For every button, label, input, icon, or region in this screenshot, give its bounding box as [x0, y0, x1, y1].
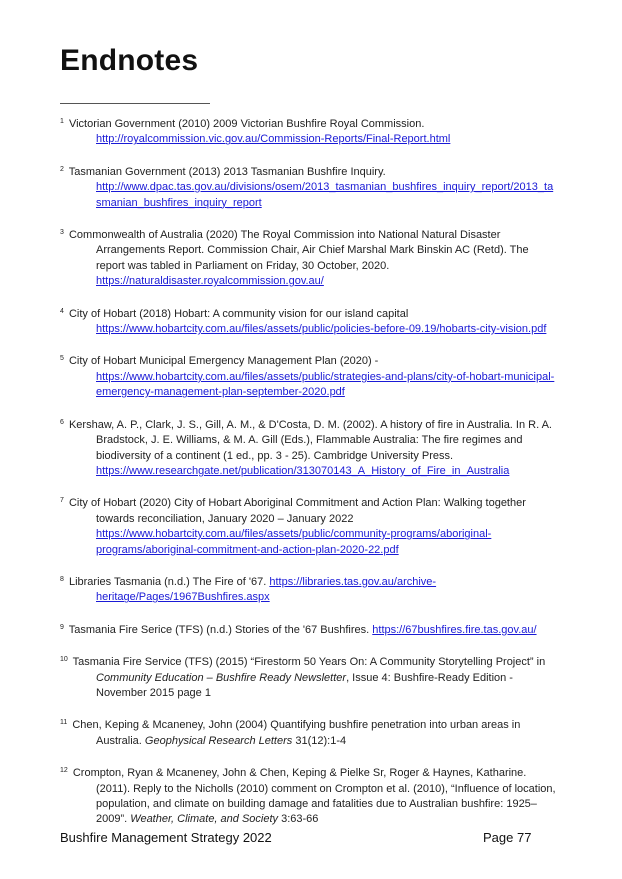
note-text-continued: , Issue 4: Bushfire-Ready Edition -	[346, 671, 513, 684]
note-link[interactable]: https://naturaldisaster.royalcommission.gov.au/	[96, 275, 324, 288]
note-text: Victorian Government (2010) 2009 Victorian Bushfire Royal Commission.	[68, 118, 425, 130]
endnote-4	[60, 304, 585, 338]
note-link[interactable]: https://libraries.tas.gov.au/archive-	[269, 575, 437, 588]
note-text: City of Hobart Municipal Emergency Management Plan (2020) -	[68, 355, 379, 368]
note-text-continued: 31(12):1-4	[295, 734, 347, 747]
note-text-continued: Bradstock, J. E. Williams, & M. A. Gill (Eds.), Flammable Australia: The fire regimes and	[96, 434, 523, 447]
endnote-separator	[60, 103, 210, 104]
note-text-continued: biodiversity of a continent (1 ed., pp. 3 - 25). Cambridge University Press.	[96, 449, 454, 462]
note-link-continued[interactable]: smanian_bushfires_inquiry_report	[96, 196, 262, 209]
note-link-continued[interactable]: emergency-management-plan-september-2020.pdf	[96, 386, 345, 399]
note-number: 10	[60, 656, 68, 664]
note-text: Commonwealth of Australia (2020) The Royal Commission into National Natural Disaster	[68, 229, 501, 242]
endnote-3	[60, 225, 585, 290]
note-text: Tasmania Fire Service (TFS) (2015) “Firestorm 50 Years On: A Community Storytelling Project” in	[72, 656, 546, 669]
note-number: 8	[60, 575, 64, 583]
note-text-continued: population, and climate on building damage and fatalities due to Australian bushfire: 1925–	[96, 798, 537, 810]
note-number: 4	[60, 307, 64, 315]
note-number: 3	[60, 229, 64, 237]
note-link[interactable]: http://royalcommission.vic.gov.au/Commission-Reports/Final-Report.html	[96, 133, 451, 146]
endnote-9	[60, 620, 585, 638]
note-text: Libraries Tasmania (n.d.) The Fire of '67.	[68, 575, 267, 588]
note-text-continued: (2011). Reply to the Nicholls (2010) comment on Crompton et al. (2010), “Influence of location,	[96, 782, 556, 795]
footer-page-number: Page 77	[483, 830, 532, 845]
endnote-5	[60, 351, 585, 400]
note-link-continued[interactable]: programs/aboriginal-commitment-and-action-plan-2020-22.pdf	[96, 543, 399, 556]
note-link-continued[interactable]: heritage/Pages/1967Bushfires.aspx	[96, 591, 270, 604]
note-link[interactable]: http://www.dpac.tas.gov.au/divisions/osem/2013_tasmanian_bushfires_inquiry_report/2013_ta	[96, 181, 554, 194]
page-title: Endnotes	[60, 44, 199, 77]
endnote-10	[60, 652, 585, 701]
note-number: 7	[60, 497, 64, 505]
endnote-11	[60, 715, 585, 749]
note-text-continued: Australia.	[96, 734, 142, 747]
note-number: 11	[60, 719, 68, 727]
note-text: City of Hobart (2020) City of Hobart Aboriginal Commitment and Action Plan: Walking together	[68, 497, 526, 510]
note-number: 5	[60, 355, 64, 363]
note-text-continued: 3:63-66	[281, 813, 319, 826]
endnotes-list	[60, 114, 585, 842]
publication-title: Community Education – Bushfire Ready Newsletter	[96, 671, 347, 684]
endnote-12	[60, 763, 585, 828]
endnote-1	[60, 114, 585, 148]
note-text: Chen, Keping & Mcaneney, John (2004) Quantifying bushfire penetration into urban areas in	[72, 719, 521, 732]
note-number: 12	[60, 767, 68, 775]
note-link[interactable]: https://www.hobartcity.com.au/files/assets/public/policies-before-09.19/hobarts-city-vision.pdf	[96, 323, 547, 336]
endnote-6	[60, 415, 585, 480]
note-link[interactable]: https://www.researchgate.net/publication/313070143_A_History_of_Fire_in_Australia	[96, 464, 510, 477]
footer-document-title: Bushfire Management Strategy 2022	[60, 830, 272, 845]
note-number: 1	[60, 118, 64, 125]
note-number: 6	[60, 418, 64, 426]
note-text: City of Hobart (2018) Hobart: A community vision for our island capital	[68, 307, 409, 320]
note-number: 2	[60, 165, 64, 173]
note-number: 9	[60, 623, 64, 631]
note-text-continued: towards reconciliation, January 2020 – January 2022	[96, 512, 354, 525]
note-link[interactable]: https://www.hobartcity.com.au/files/assets/public/strategies-and-plans/city-of-hobart-municipal-	[96, 370, 555, 383]
note-text: Tasmanian Government (2013) 2013 Tasmanian Bushfire Inquiry.	[68, 165, 386, 178]
note-text-continued: Arrangements Report. Commission Chair, Air Chief Marshal Mark Binskin AC (Retd). The	[96, 244, 529, 257]
journal-title: Geophysical Research Letters	[144, 734, 293, 747]
note-text-continued: report was tabled in Parliament on Friday, 30 October, 2020.	[96, 259, 390, 272]
note-text-continued: November 2015 page 1	[96, 686, 211, 699]
note-text: Kershaw, A. P., Clark, J. S., Gill, A. M., & D'Costa, D. M. (2002). A history of fire in Australia. In R. A.	[68, 418, 552, 431]
note-link[interactable]: https://67bushfires.fire.tas.gov.au/	[372, 623, 537, 636]
journal-title: Weather, Climate, and Society	[130, 813, 279, 826]
endnote-8	[60, 572, 585, 606]
endnote-2	[60, 162, 585, 211]
note-text: Tasmania Fire Serice (TFS) (n.d.) Stories of the '67 Bushfires.	[68, 623, 370, 636]
note-link[interactable]: https://www.hobartcity.com.au/files/assets/public/community-programs/aboriginal-	[96, 528, 492, 541]
note-text-continued: 2009”.	[96, 813, 128, 826]
endnote-7	[60, 493, 585, 558]
note-text: Crompton, Ryan & Mcaneney, John & Chen, Keping & Pielke Sr, Roger & Haynes, Katharine.	[72, 767, 527, 780]
